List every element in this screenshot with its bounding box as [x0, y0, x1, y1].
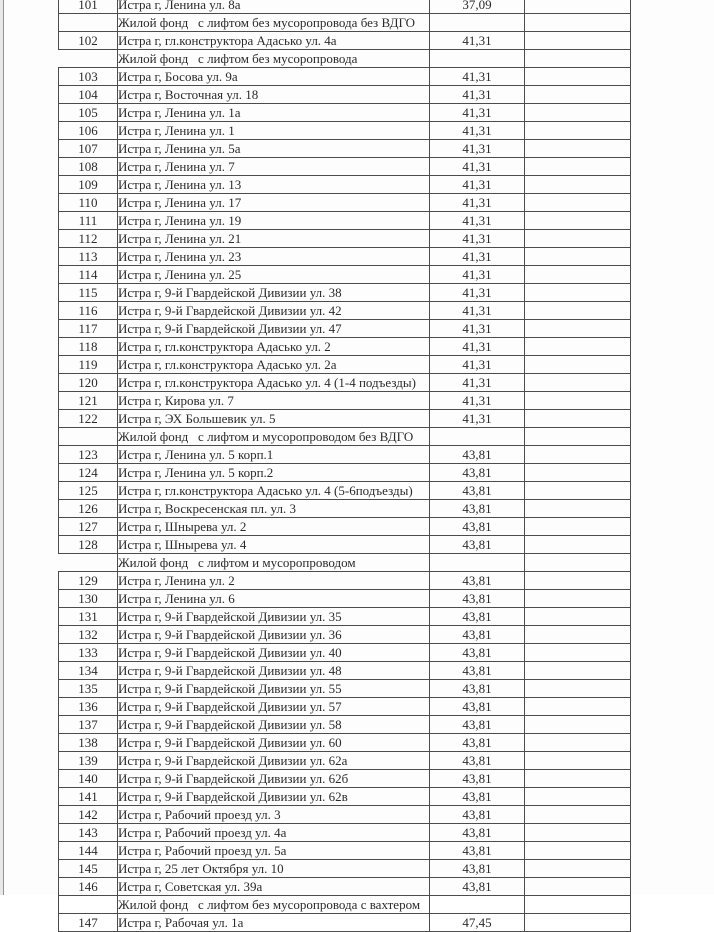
table-row [59, 104, 631, 122]
value-cell: 41,31 [430, 248, 525, 266]
empty-cell [525, 914, 631, 932]
value-cell: 41,31 [430, 302, 525, 320]
address-cell: Истра г, Шнырева ул. 2 [118, 518, 430, 536]
value-cell [430, 554, 525, 572]
value-cell [430, 14, 525, 32]
value-cell: 43,81 [430, 860, 525, 878]
empty-cell [525, 662, 631, 680]
empty-cell [525, 284, 631, 302]
empty-cell [525, 248, 631, 266]
address-cell: Истра г, гл.конструктора Адасько ул. 4 (1-4 подъезды) [118, 374, 430, 392]
value-cell: 41,31 [430, 338, 525, 356]
tariff-table [58, 0, 631, 932]
empty-cell [525, 446, 631, 464]
address-cell: Истра г, ЭХ Большевик ул. 5 [118, 410, 430, 428]
address-cell: Истра г, Ленина ул. 1 [118, 122, 430, 140]
row-number-cell: 113 [59, 248, 118, 266]
empty-cell [525, 482, 631, 500]
table-row [59, 176, 631, 194]
empty-cell [525, 680, 631, 698]
row-number-cell: 118 [59, 338, 118, 356]
row-number-cell [59, 896, 118, 914]
table-row [59, 32, 631, 50]
empty-cell [525, 860, 631, 878]
address-cell: Истра г, Ленина ул. 19 [118, 212, 430, 230]
value-cell: 43,81 [430, 626, 525, 644]
empty-cell [525, 536, 631, 554]
empty-cell [525, 806, 631, 824]
value-cell: 43,81 [430, 788, 525, 806]
address-cell: Истра г, Кирова ул. 7 [118, 392, 430, 410]
table-row [59, 356, 631, 374]
empty-cell [525, 464, 631, 482]
address-cell: Истра г, 9-й Гвардейской Дивизии ул. 36 [118, 626, 430, 644]
row-number-cell: 117 [59, 320, 118, 338]
table-row [59, 158, 631, 176]
value-cell: 43,81 [430, 662, 525, 680]
section-label-cell: Жилой фонд с лифтом без мусоропровода без ВДГО [118, 14, 430, 32]
address-cell: Истра г, Рабочий проезд ул. 4а [118, 824, 430, 842]
value-cell: 43,81 [430, 518, 525, 536]
table-row [59, 590, 631, 608]
scan-edge-line [3, 0, 4, 895]
value-cell: 43,81 [430, 770, 525, 788]
empty-cell [525, 608, 631, 626]
table-row [59, 752, 631, 770]
address-cell: Истра г, 9-й Гвардейской Дивизии ул. 62а [118, 752, 430, 770]
address-cell: Истра г, 9-й Гвардейской Дивизии ул. 62в [118, 788, 430, 806]
empty-cell [525, 842, 631, 860]
address-cell: Истра г, Ленина ул. 1а [118, 104, 430, 122]
row-number-cell: 125 [59, 482, 118, 500]
value-cell: 43,81 [430, 500, 525, 518]
table-row [59, 338, 631, 356]
value-cell: 41,31 [430, 122, 525, 140]
row-number-cell: 128 [59, 536, 118, 554]
row-number-cell: 145 [59, 860, 118, 878]
address-cell: Истра г, гл.конструктора Адасько ул. 2 [118, 338, 430, 356]
table-row [59, 878, 631, 896]
empty-cell [525, 626, 631, 644]
empty-cell [525, 770, 631, 788]
address-cell: Истра г, Ленина ул. 5 корп.1 [118, 446, 430, 464]
value-cell: 43,81 [430, 698, 525, 716]
empty-cell [525, 788, 631, 806]
value-cell: 43,81 [430, 842, 525, 860]
value-cell: 41,31 [430, 230, 525, 248]
table-row [59, 230, 631, 248]
address-cell: Истра г, Ленина ул. 2 [118, 572, 430, 590]
empty-cell [525, 50, 631, 68]
empty-cell [525, 590, 631, 608]
address-cell: Истра г, 9-й Гвардейской Дивизии ул. 55 [118, 680, 430, 698]
table-row [59, 716, 631, 734]
empty-cell [525, 0, 631, 14]
address-cell: Истра г, Шнырева ул. 4 [118, 536, 430, 554]
tariff-table-wrap [58, 0, 631, 932]
value-cell [430, 50, 525, 68]
row-number-cell: 121 [59, 392, 118, 410]
table-row [59, 698, 631, 716]
row-number-cell: 135 [59, 680, 118, 698]
value-cell: 41,31 [430, 284, 525, 302]
value-cell: 41,31 [430, 356, 525, 374]
row-number-cell: 119 [59, 356, 118, 374]
row-number-cell: 112 [59, 230, 118, 248]
value-cell: 41,31 [430, 410, 525, 428]
value-cell: 43,81 [430, 680, 525, 698]
table-row [59, 194, 631, 212]
empty-cell [525, 176, 631, 194]
address-cell: Истра г, Ленина ул. 17 [118, 194, 430, 212]
section-label-cell: Жилой фонд с лифтом без мусоропровода [118, 50, 430, 68]
value-cell: 41,31 [430, 320, 525, 338]
empty-cell [525, 194, 631, 212]
row-number-cell: 134 [59, 662, 118, 680]
value-cell: 43,81 [430, 878, 525, 896]
address-cell: Истра г, 9-й Гвардейской Дивизии ул. 38 [118, 284, 430, 302]
value-cell: 41,31 [430, 266, 525, 284]
table-row [59, 86, 631, 104]
row-number-cell: 132 [59, 626, 118, 644]
table-row [59, 788, 631, 806]
row-number-cell: 114 [59, 266, 118, 284]
empty-cell [525, 320, 631, 338]
address-cell: Истра г, Ленина ул. 21 [118, 230, 430, 248]
value-cell: 43,81 [430, 752, 525, 770]
table-row [59, 626, 631, 644]
table-row [59, 140, 631, 158]
table-row [59, 284, 631, 302]
row-number-cell: 131 [59, 608, 118, 626]
empty-cell [525, 68, 631, 86]
empty-cell [525, 644, 631, 662]
row-number-cell: 136 [59, 698, 118, 716]
empty-cell [525, 374, 631, 392]
row-number-cell: 120 [59, 374, 118, 392]
address-cell: Истра г, гл.конструктора Адасько ул. 4а [118, 32, 430, 50]
row-number-cell: 146 [59, 878, 118, 896]
empty-cell [525, 734, 631, 752]
value-cell: 43,81 [430, 608, 525, 626]
row-number-cell: 138 [59, 734, 118, 752]
table-row [59, 842, 631, 860]
value-cell [430, 896, 525, 914]
section-header-row [59, 428, 631, 446]
row-number-cell: 139 [59, 752, 118, 770]
empty-cell [525, 428, 631, 446]
section-label-cell: Жилой фонд с лифтом и мусоропроводом [118, 554, 430, 572]
value-cell: 43,81 [430, 446, 525, 464]
table-row [59, 446, 631, 464]
address-cell: Истра г, Ленина ул. 7 [118, 158, 430, 176]
table-row [59, 320, 631, 338]
table-row [59, 860, 631, 878]
row-number-cell: 122 [59, 410, 118, 428]
address-cell: Истра г, 25 лет Октября ул. 10 [118, 860, 430, 878]
table-row [59, 500, 631, 518]
table-row [59, 266, 631, 284]
empty-cell [525, 572, 631, 590]
address-cell: Истра г, 9-й Гвардейской Дивизии ул. 48 [118, 662, 430, 680]
row-number-cell: 102 [59, 32, 118, 50]
row-number-cell: 142 [59, 806, 118, 824]
empty-cell [525, 230, 631, 248]
table-row [59, 248, 631, 266]
address-cell: Истра г, гл.конструктора Адасько ул. 2а [118, 356, 430, 374]
table-row [59, 518, 631, 536]
empty-cell [525, 752, 631, 770]
address-cell: Истра г, Ленина ул. 25 [118, 266, 430, 284]
address-cell: Истра г, Ленина ул. 8а [118, 0, 430, 14]
value-cell: 43,81 [430, 572, 525, 590]
address-cell: Истра г, Ленина ул. 23 [118, 248, 430, 266]
table-row [59, 662, 631, 680]
table-row [59, 824, 631, 842]
row-number-cell: 110 [59, 194, 118, 212]
value-cell: 41,31 [430, 140, 525, 158]
table-row [59, 608, 631, 626]
address-cell: Истра г, Ленина ул. 5 корп.2 [118, 464, 430, 482]
empty-cell [525, 824, 631, 842]
table-row [59, 410, 631, 428]
row-number-cell: 107 [59, 140, 118, 158]
section-header-row [59, 14, 631, 32]
value-cell: 43,81 [430, 536, 525, 554]
address-cell: Истра г, 9-й Гвардейской Дивизии ул. 35 [118, 608, 430, 626]
row-number-cell: 127 [59, 518, 118, 536]
table-row [59, 302, 631, 320]
address-cell: Истра г, 9-й Гвардейской Дивизии ул. 62б [118, 770, 430, 788]
empty-cell [525, 896, 631, 914]
address-cell: Истра г, Рабочая ул. 1а [118, 914, 430, 932]
table-row [59, 464, 631, 482]
row-number-cell: 104 [59, 86, 118, 104]
address-cell: Истра г, Воскресенская пл. ул. 3 [118, 500, 430, 518]
value-cell: 41,31 [430, 176, 525, 194]
address-cell: Истра г, Рабочий проезд ул. 3 [118, 806, 430, 824]
table-row [59, 644, 631, 662]
section-label-cell: Жилой фонд с лифтом без мусоропровода с вахтером [118, 896, 430, 914]
value-cell: 43,81 [430, 644, 525, 662]
row-number-cell: 115 [59, 284, 118, 302]
value-cell: 37,09 [430, 0, 525, 14]
empty-cell [525, 266, 631, 284]
table-row [59, 122, 631, 140]
row-number-cell: 101 [59, 0, 118, 14]
row-number-cell: 129 [59, 572, 118, 590]
row-number-cell: 103 [59, 68, 118, 86]
row-number-cell: 137 [59, 716, 118, 734]
table-row [59, 770, 631, 788]
address-cell: Истра г, 9-й Гвардейской Дивизии ул. 60 [118, 734, 430, 752]
address-cell: Истра г, Босова ул. 9а [118, 68, 430, 86]
row-number-cell: 130 [59, 590, 118, 608]
address-cell: Истра г, гл.конструктора Адасько ул. 4 (5-6подъезды) [118, 482, 430, 500]
row-number-cell: 106 [59, 122, 118, 140]
empty-cell [525, 338, 631, 356]
address-cell: Истра г, 9-й Гвардейской Дивизии ул. 58 [118, 716, 430, 734]
value-cell: 41,31 [430, 68, 525, 86]
value-cell: 47,45 [430, 914, 525, 932]
row-number-cell [59, 554, 118, 572]
address-cell: Истра г, 9-й Гвардейской Дивизии ул. 57 [118, 698, 430, 716]
empty-cell [525, 158, 631, 176]
row-number-cell: 133 [59, 644, 118, 662]
value-cell: 43,81 [430, 734, 525, 752]
row-number-cell [59, 428, 118, 446]
empty-cell [525, 104, 631, 122]
address-cell: Истра г, Ленина ул. 6 [118, 590, 430, 608]
empty-cell [525, 698, 631, 716]
section-header-row [59, 50, 631, 68]
table-row [59, 212, 631, 230]
empty-cell [525, 356, 631, 374]
empty-cell [525, 86, 631, 104]
section-header-row [59, 896, 631, 914]
empty-cell [525, 140, 631, 158]
value-cell: 41,31 [430, 104, 525, 122]
row-number-cell: 105 [59, 104, 118, 122]
address-cell: Истра г, Советская ул. 39а [118, 878, 430, 896]
empty-cell [525, 302, 631, 320]
row-number-cell: 111 [59, 212, 118, 230]
value-cell [430, 428, 525, 446]
row-number-cell: 140 [59, 770, 118, 788]
row-number-cell: 143 [59, 824, 118, 842]
row-number-cell: 123 [59, 446, 118, 464]
row-number-cell: 144 [59, 842, 118, 860]
row-number-cell [59, 50, 118, 68]
value-cell: 43,81 [430, 716, 525, 734]
value-cell: 43,81 [430, 806, 525, 824]
empty-cell [525, 878, 631, 896]
row-number-cell: 147 [59, 914, 118, 932]
table-row [59, 536, 631, 554]
address-cell: Истра г, 9-й Гвардейской Дивизии ул. 47 [118, 320, 430, 338]
value-cell: 41,31 [430, 86, 525, 104]
value-cell: 41,31 [430, 374, 525, 392]
empty-cell [525, 500, 631, 518]
empty-cell [525, 212, 631, 230]
value-cell: 43,81 [430, 590, 525, 608]
row-number-cell [59, 14, 118, 32]
section-label-cell: Жилой фонд с лифтом и мусоропроводом без ВДГО [118, 428, 430, 446]
address-cell: Истра г, 9-й Гвардейской Дивизии ул. 40 [118, 644, 430, 662]
table-row [59, 68, 631, 86]
value-cell: 41,31 [430, 212, 525, 230]
value-cell: 41,31 [430, 392, 525, 410]
table-row [59, 806, 631, 824]
empty-cell [525, 554, 631, 572]
value-cell: 43,81 [430, 824, 525, 842]
address-cell: Истра г, 9-й Гвардейской Дивизии ул. 42 [118, 302, 430, 320]
table-row [59, 734, 631, 752]
row-number-cell: 126 [59, 500, 118, 518]
address-cell: Истра г, Ленина ул. 13 [118, 176, 430, 194]
row-number-cell: 108 [59, 158, 118, 176]
empty-cell [525, 122, 631, 140]
value-cell: 43,81 [430, 482, 525, 500]
address-cell: Истра г, Восточная ул. 18 [118, 86, 430, 104]
table-row [59, 482, 631, 500]
table-row [59, 374, 631, 392]
empty-cell [525, 32, 631, 50]
row-number-cell: 124 [59, 464, 118, 482]
empty-cell [525, 14, 631, 32]
empty-cell [525, 410, 631, 428]
empty-cell [525, 716, 631, 734]
table-row [59, 392, 631, 410]
value-cell: 41,31 [430, 158, 525, 176]
empty-cell [525, 392, 631, 410]
address-cell: Истра г, Ленина ул. 5а [118, 140, 430, 158]
value-cell: 41,31 [430, 32, 525, 50]
row-number-cell: 109 [59, 176, 118, 194]
table-row [59, 572, 631, 590]
table-row [59, 914, 631, 932]
table-row [59, 680, 631, 698]
table-row [59, 0, 631, 14]
empty-cell [525, 518, 631, 536]
tariff-table-body [59, 0, 631, 932]
row-number-cell: 116 [59, 302, 118, 320]
row-number-cell: 141 [59, 788, 118, 806]
value-cell: 43,81 [430, 464, 525, 482]
section-header-row [59, 554, 631, 572]
address-cell: Истра г, Рабочий проезд ул. 5а [118, 842, 430, 860]
value-cell: 41,31 [430, 194, 525, 212]
